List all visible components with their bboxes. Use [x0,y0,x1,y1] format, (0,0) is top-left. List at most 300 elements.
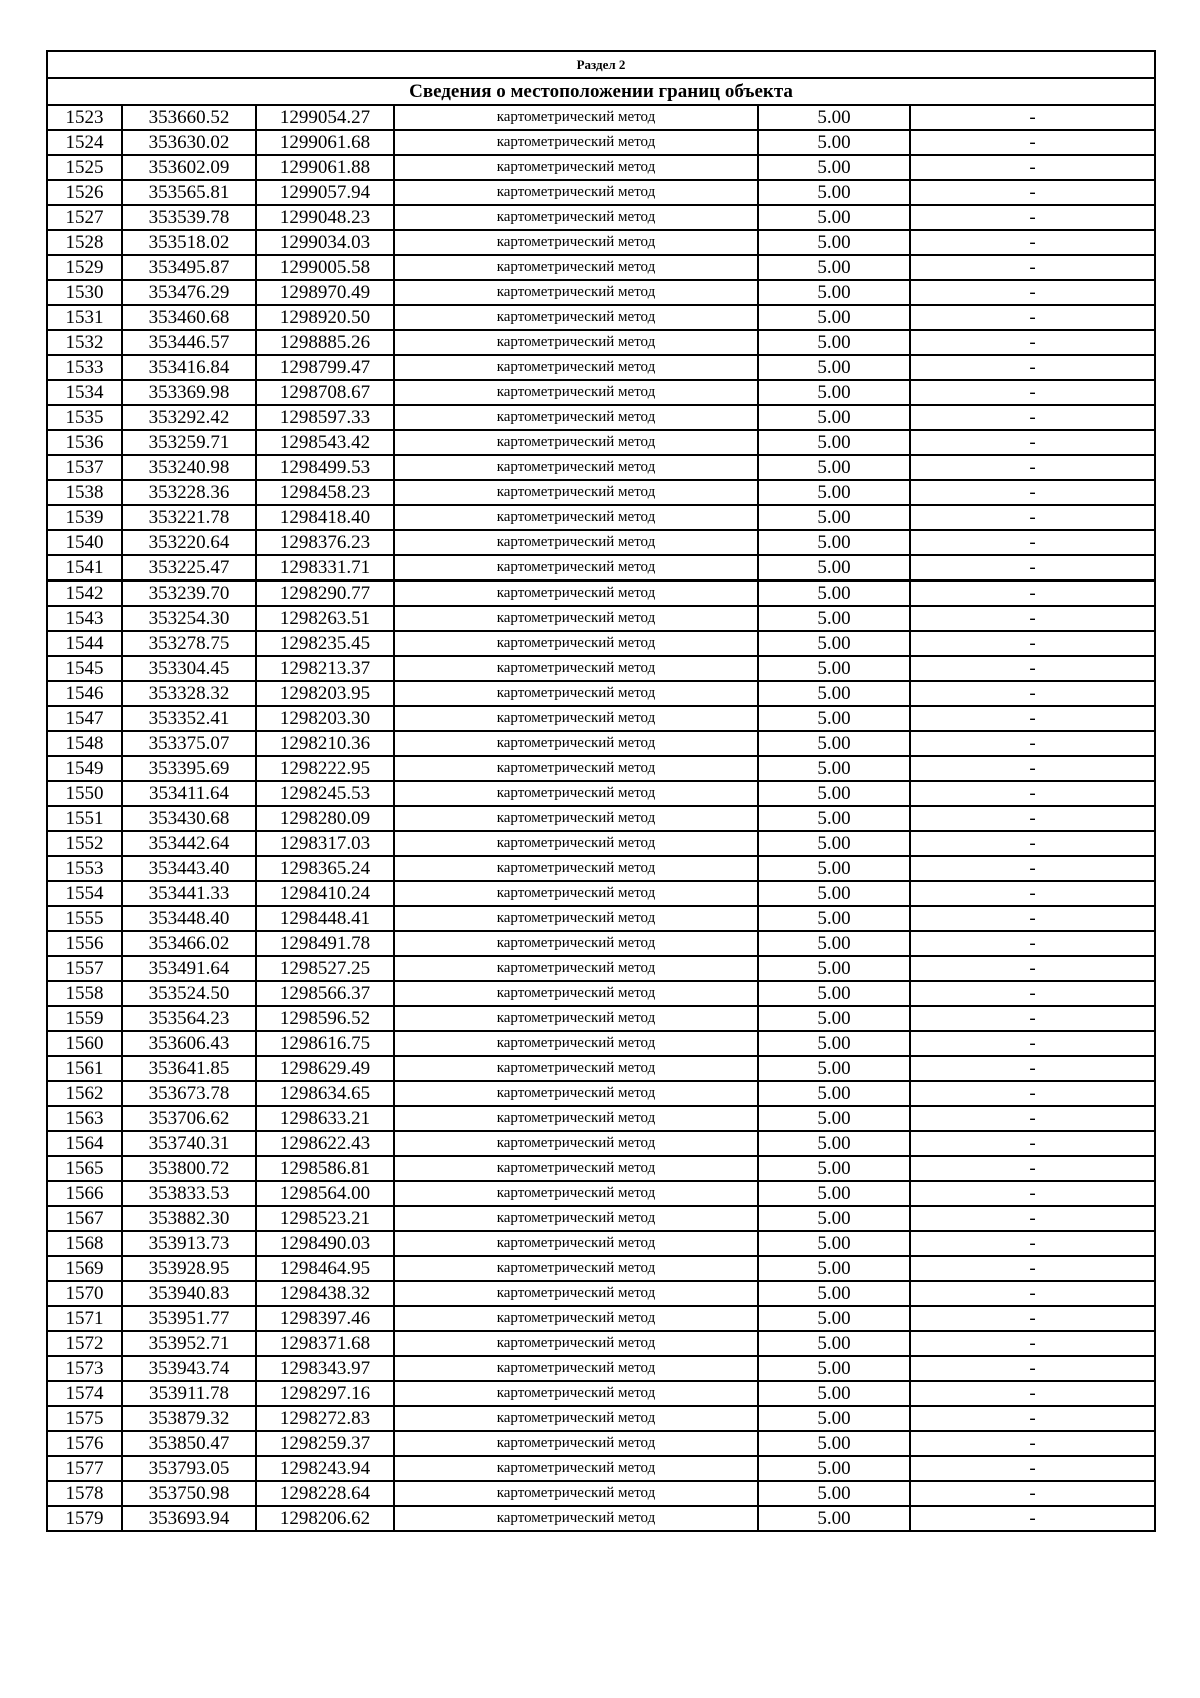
table-row [47,756,1155,781]
table-title: Сведения о местоположении границ объекта [47,78,1155,105]
method-cell: картометрический метод [394,530,758,555]
table-row [47,1406,1155,1431]
method-cell: картометрический метод [394,505,758,530]
note-cell: - [910,355,1155,380]
x-coordinate-cell: 353430.68 [122,806,256,831]
method-cell: картометрический метод [394,956,758,981]
table-row [47,1281,1155,1306]
table-row [47,1331,1155,1356]
table-row [47,681,1155,706]
x-coordinate-cell: 353928.95 [122,1256,256,1281]
table-row [47,781,1155,806]
table-row [47,1256,1155,1281]
point-number-cell: 1538 [47,480,122,505]
note-cell: - [910,180,1155,205]
table-row [47,806,1155,831]
method-cell: картометрический метод [394,555,758,581]
method-cell: картометрический метод [394,430,758,455]
table-row [47,1056,1155,1081]
table-row [47,1031,1155,1056]
point-number-cell: 1553 [47,856,122,881]
method-cell: картометрический метод [394,1231,758,1256]
y-coordinate-cell: 1298633.21 [256,1106,394,1131]
note-cell: - [910,1381,1155,1406]
point-number-cell: 1529 [47,255,122,280]
accuracy-cell: 5.00 [758,681,910,706]
method-cell: картометрический метод [394,1406,758,1431]
table-row [47,1206,1155,1231]
note-cell: - [910,1456,1155,1481]
x-coordinate-cell: 353524.50 [122,981,256,1006]
point-number-cell: 1576 [47,1431,122,1456]
note-cell: - [910,1431,1155,1456]
method-cell: картометрический метод [394,1131,758,1156]
table-row [47,1381,1155,1406]
accuracy-cell: 5.00 [758,155,910,180]
accuracy-cell: 5.00 [758,581,910,607]
note-cell: - [910,781,1155,806]
y-coordinate-cell: 1299054.27 [256,105,394,130]
note-cell: - [910,455,1155,480]
y-coordinate-cell: 1298259.37 [256,1431,394,1456]
section-header-row [47,51,1155,78]
table-row [47,230,1155,255]
method-cell: картометрический метод [394,1456,758,1481]
accuracy-cell: 5.00 [758,831,910,856]
table-row [47,155,1155,180]
y-coordinate-cell: 1298376.23 [256,530,394,555]
accuracy-cell: 5.00 [758,255,910,280]
y-coordinate-cell: 1298203.95 [256,681,394,706]
x-coordinate-cell: 353491.64 [122,956,256,981]
x-coordinate-cell: 353225.47 [122,555,256,581]
accuracy-cell: 5.00 [758,105,910,130]
y-coordinate-cell: 1298243.94 [256,1456,394,1481]
point-number-cell: 1540 [47,530,122,555]
accuracy-cell: 5.00 [758,1456,910,1481]
note-cell: - [910,530,1155,555]
note-cell: - [910,1056,1155,1081]
x-coordinate-cell: 353441.33 [122,881,256,906]
accuracy-cell: 5.00 [758,555,910,581]
point-number-cell: 1574 [47,1381,122,1406]
x-coordinate-cell: 353240.98 [122,455,256,480]
method-cell: картометрический метод [394,681,758,706]
method-cell: картометрический метод [394,706,758,731]
point-number-cell: 1562 [47,1081,122,1106]
method-cell: картометрический метод [394,1056,758,1081]
accuracy-cell: 5.00 [758,430,910,455]
point-number-cell: 1570 [47,1281,122,1306]
x-coordinate-cell: 353495.87 [122,255,256,280]
point-number-cell: 1568 [47,1231,122,1256]
note-cell: - [910,631,1155,656]
point-number-cell: 1564 [47,1131,122,1156]
y-coordinate-cell: 1298235.45 [256,631,394,656]
point-number-cell: 1549 [47,756,122,781]
y-coordinate-cell: 1298629.49 [256,1056,394,1081]
note-cell: - [910,305,1155,330]
x-coordinate-cell: 353602.09 [122,155,256,180]
x-coordinate-cell: 353693.94 [122,1506,256,1531]
point-number-cell: 1552 [47,831,122,856]
point-number-cell: 1563 [47,1106,122,1131]
point-number-cell: 1567 [47,1206,122,1231]
method-cell: картометрический метод [394,1431,758,1456]
method-cell: картометрический метод [394,756,758,781]
y-coordinate-cell: 1298464.95 [256,1256,394,1281]
point-number-cell: 1548 [47,731,122,756]
accuracy-cell: 5.00 [758,455,910,480]
note-cell: - [910,105,1155,130]
y-coordinate-cell: 1298438.32 [256,1281,394,1306]
method-cell: картометрический метод [394,105,758,130]
x-coordinate-cell: 353443.40 [122,856,256,881]
note-cell: - [910,330,1155,355]
accuracy-cell: 5.00 [758,1081,910,1106]
note-cell: - [910,280,1155,305]
table-row [47,1181,1155,1206]
y-coordinate-cell: 1298597.33 [256,405,394,430]
table-row [47,1106,1155,1131]
point-number-cell: 1524 [47,130,122,155]
accuracy-cell: 5.00 [758,305,910,330]
table-row [47,706,1155,731]
y-coordinate-cell: 1298448.41 [256,906,394,931]
method-cell: картометрический метод [394,656,758,681]
x-coordinate-cell: 353800.72 [122,1156,256,1181]
method-cell: картометрический метод [394,230,758,255]
y-coordinate-cell: 1298970.49 [256,280,394,305]
point-number-cell: 1557 [47,956,122,981]
method-cell: картометрический метод [394,581,758,607]
point-number-cell: 1536 [47,430,122,455]
method-cell: картометрический метод [394,330,758,355]
note-cell: - [910,931,1155,956]
point-number-cell: 1545 [47,656,122,681]
x-coordinate-cell: 353304.45 [122,656,256,681]
method-cell: картометрический метод [394,856,758,881]
method-cell: картометрический метод [394,205,758,230]
method-cell: картометрический метод [394,1306,758,1331]
table-row [47,956,1155,981]
accuracy-cell: 5.00 [758,856,910,881]
note-cell: - [910,731,1155,756]
accuracy-cell: 5.00 [758,1156,910,1181]
x-coordinate-cell: 353220.64 [122,530,256,555]
table-row [47,731,1155,756]
table-row [47,906,1155,931]
note-cell: - [910,981,1155,1006]
method-cell: картометрический метод [394,1206,758,1231]
note-cell: - [910,581,1155,607]
x-coordinate-cell: 353416.84 [122,355,256,380]
point-number-cell: 1575 [47,1406,122,1431]
x-coordinate-cell: 353943.74 [122,1356,256,1381]
point-number-cell: 1554 [47,881,122,906]
accuracy-cell: 5.00 [758,1406,910,1431]
table-row [47,1231,1155,1256]
table-row [47,856,1155,881]
y-coordinate-cell: 1298222.95 [256,756,394,781]
accuracy-cell: 5.00 [758,505,910,530]
x-coordinate-cell: 353460.68 [122,305,256,330]
y-coordinate-cell: 1298491.78 [256,931,394,956]
x-coordinate-cell: 353564.23 [122,1006,256,1031]
y-coordinate-cell: 1299057.94 [256,180,394,205]
y-coordinate-cell: 1298634.65 [256,1081,394,1106]
table-row [47,1431,1155,1456]
table-row [47,405,1155,430]
accuracy-cell: 5.00 [758,606,910,631]
note-cell: - [910,1506,1155,1531]
method-cell: картометрический метод [394,180,758,205]
x-coordinate-cell: 353706.62 [122,1106,256,1131]
x-coordinate-cell: 353411.64 [122,781,256,806]
note-cell: - [910,1106,1155,1131]
table-row [47,1081,1155,1106]
table-row [47,455,1155,480]
method-cell: картометрический метод [394,1106,758,1131]
x-coordinate-cell: 353565.81 [122,180,256,205]
table-row [47,981,1155,1006]
note-cell: - [910,405,1155,430]
point-number-cell: 1550 [47,781,122,806]
method-cell: картометрический метод [394,455,758,480]
y-coordinate-cell: 1298622.43 [256,1131,394,1156]
x-coordinate-cell: 353442.64 [122,831,256,856]
table-row [47,305,1155,330]
method-cell: картометрический метод [394,731,758,756]
note-cell: - [910,956,1155,981]
note-cell: - [910,681,1155,706]
table-row [47,1356,1155,1381]
note-cell: - [910,1231,1155,1256]
accuracy-cell: 5.00 [758,205,910,230]
accuracy-cell: 5.00 [758,405,910,430]
accuracy-cell: 5.00 [758,330,910,355]
y-coordinate-cell: 1298543.42 [256,430,394,455]
x-coordinate-cell: 353221.78 [122,505,256,530]
table-row [47,1131,1155,1156]
table-row [47,430,1155,455]
note-cell: - [910,1031,1155,1056]
y-coordinate-cell: 1298290.77 [256,581,394,607]
method-cell: картометрический метод [394,155,758,180]
y-coordinate-cell: 1298245.53 [256,781,394,806]
y-coordinate-cell: 1299034.03 [256,230,394,255]
accuracy-cell: 5.00 [758,180,910,205]
x-coordinate-cell: 353476.29 [122,280,256,305]
method-cell: картометрический метод [394,1331,758,1356]
note-cell: - [910,1281,1155,1306]
x-coordinate-cell: 353793.05 [122,1456,256,1481]
point-number-cell: 1527 [47,205,122,230]
x-coordinate-cell: 353606.43 [122,1031,256,1056]
y-coordinate-cell: 1298564.00 [256,1181,394,1206]
y-coordinate-cell: 1298490.03 [256,1231,394,1256]
point-number-cell: 1531 [47,305,122,330]
note-cell: - [910,480,1155,505]
point-number-cell: 1525 [47,155,122,180]
note-cell: - [910,906,1155,931]
table-row [47,1156,1155,1181]
table-row [47,831,1155,856]
point-number-cell: 1541 [47,555,122,581]
note-cell: - [910,230,1155,255]
y-coordinate-cell: 1298616.75 [256,1031,394,1056]
method-cell: картометрический метод [394,355,758,380]
x-coordinate-cell: 353911.78 [122,1381,256,1406]
accuracy-cell: 5.00 [758,1181,910,1206]
x-coordinate-cell: 353375.07 [122,731,256,756]
x-coordinate-cell: 353278.75 [122,631,256,656]
method-cell: картометрический метод [394,881,758,906]
table-row [47,1506,1155,1531]
note-cell: - [910,756,1155,781]
method-cell: картометрический метод [394,1356,758,1381]
accuracy-cell: 5.00 [758,1506,910,1531]
accuracy-cell: 5.00 [758,130,910,155]
method-cell: картометрический метод [394,931,758,956]
x-coordinate-cell: 353352.41 [122,706,256,731]
table-row [47,581,1155,607]
x-coordinate-cell: 353448.40 [122,906,256,931]
y-coordinate-cell: 1299061.88 [256,155,394,180]
accuracy-cell: 5.00 [758,1356,910,1381]
accuracy-cell: 5.00 [758,706,910,731]
y-coordinate-cell: 1298418.40 [256,505,394,530]
point-number-cell: 1537 [47,455,122,480]
table-row [47,480,1155,505]
table-row [47,1481,1155,1506]
x-coordinate-cell: 353518.02 [122,230,256,255]
method-cell: картометрический метод [394,1256,758,1281]
method-cell: картометрический метод [394,305,758,330]
accuracy-cell: 5.00 [758,1106,910,1131]
y-coordinate-cell: 1298799.47 [256,355,394,380]
accuracy-cell: 5.00 [758,931,910,956]
accuracy-cell: 5.00 [758,1031,910,1056]
y-coordinate-cell: 1299048.23 [256,205,394,230]
point-number-cell: 1556 [47,931,122,956]
accuracy-cell: 5.00 [758,956,910,981]
method-cell: картометрический метод [394,480,758,505]
point-number-cell: 1533 [47,355,122,380]
x-coordinate-cell: 353660.52 [122,105,256,130]
table-row [47,1306,1155,1331]
table-row [47,380,1155,405]
table-row [47,105,1155,130]
point-number-cell: 1526 [47,180,122,205]
x-coordinate-cell: 353539.78 [122,205,256,230]
point-number-cell: 1566 [47,1181,122,1206]
table-row [47,255,1155,280]
y-coordinate-cell: 1298527.25 [256,956,394,981]
method-cell: картометрический метод [394,255,758,280]
point-number-cell: 1565 [47,1156,122,1181]
accuracy-cell: 5.00 [758,1131,910,1156]
method-cell: картометрический метод [394,606,758,631]
method-cell: картометрический метод [394,130,758,155]
y-coordinate-cell: 1298280.09 [256,806,394,831]
point-number-cell: 1561 [47,1056,122,1081]
note-cell: - [910,555,1155,581]
accuracy-cell: 5.00 [758,280,910,305]
note-cell: - [910,1306,1155,1331]
method-cell: картометрический метод [394,1506,758,1531]
y-coordinate-cell: 1298343.97 [256,1356,394,1381]
x-coordinate-cell: 353641.85 [122,1056,256,1081]
y-coordinate-cell: 1298228.64 [256,1481,394,1506]
y-coordinate-cell: 1298331.71 [256,555,394,581]
accuracy-cell: 5.00 [758,480,910,505]
y-coordinate-cell: 1298272.83 [256,1406,394,1431]
note-cell: - [910,130,1155,155]
accuracy-cell: 5.00 [758,530,910,555]
point-number-cell: 1535 [47,405,122,430]
y-coordinate-cell: 1298596.52 [256,1006,394,1031]
method-cell: картометрический метод [394,781,758,806]
x-coordinate-cell: 353740.31 [122,1131,256,1156]
accuracy-cell: 5.00 [758,1431,910,1456]
accuracy-cell: 5.00 [758,1331,910,1356]
method-cell: картометрический метод [394,631,758,656]
note-cell: - [910,255,1155,280]
x-coordinate-cell: 353882.30 [122,1206,256,1231]
note-cell: - [910,380,1155,405]
y-coordinate-cell: 1298458.23 [256,480,394,505]
point-number-cell: 1572 [47,1331,122,1356]
table-row [47,505,1155,530]
x-coordinate-cell: 353913.73 [122,1231,256,1256]
x-coordinate-cell: 353850.47 [122,1431,256,1456]
note-cell: - [910,1331,1155,1356]
note-cell: - [910,1081,1155,1106]
point-number-cell: 1523 [47,105,122,130]
point-number-cell: 1544 [47,631,122,656]
x-coordinate-cell: 353952.71 [122,1331,256,1356]
point-number-cell: 1532 [47,330,122,355]
y-coordinate-cell: 1298566.37 [256,981,394,1006]
x-coordinate-cell: 353395.69 [122,756,256,781]
table-row [47,280,1155,305]
x-coordinate-cell: 353673.78 [122,1081,256,1106]
note-cell: - [910,505,1155,530]
y-coordinate-cell: 1298213.37 [256,656,394,681]
x-coordinate-cell: 353833.53 [122,1181,256,1206]
y-coordinate-cell: 1298397.46 [256,1306,394,1331]
x-coordinate-cell: 353369.98 [122,380,256,405]
accuracy-cell: 5.00 [758,1206,910,1231]
accuracy-cell: 5.00 [758,756,910,781]
point-number-cell: 1569 [47,1256,122,1281]
section-label: Раздел 2 [47,51,1155,78]
note-cell: - [910,1356,1155,1381]
accuracy-cell: 5.00 [758,1306,910,1331]
accuracy-cell: 5.00 [758,981,910,1006]
y-coordinate-cell: 1298708.67 [256,380,394,405]
y-coordinate-cell: 1298317.03 [256,831,394,856]
note-cell: - [910,806,1155,831]
method-cell: картометрический метод [394,906,758,931]
point-number-cell: 1528 [47,230,122,255]
note-cell: - [910,1006,1155,1031]
table-row [47,931,1155,956]
y-coordinate-cell: 1298586.81 [256,1156,394,1181]
x-coordinate-cell: 353292.42 [122,405,256,430]
table-row [47,180,1155,205]
